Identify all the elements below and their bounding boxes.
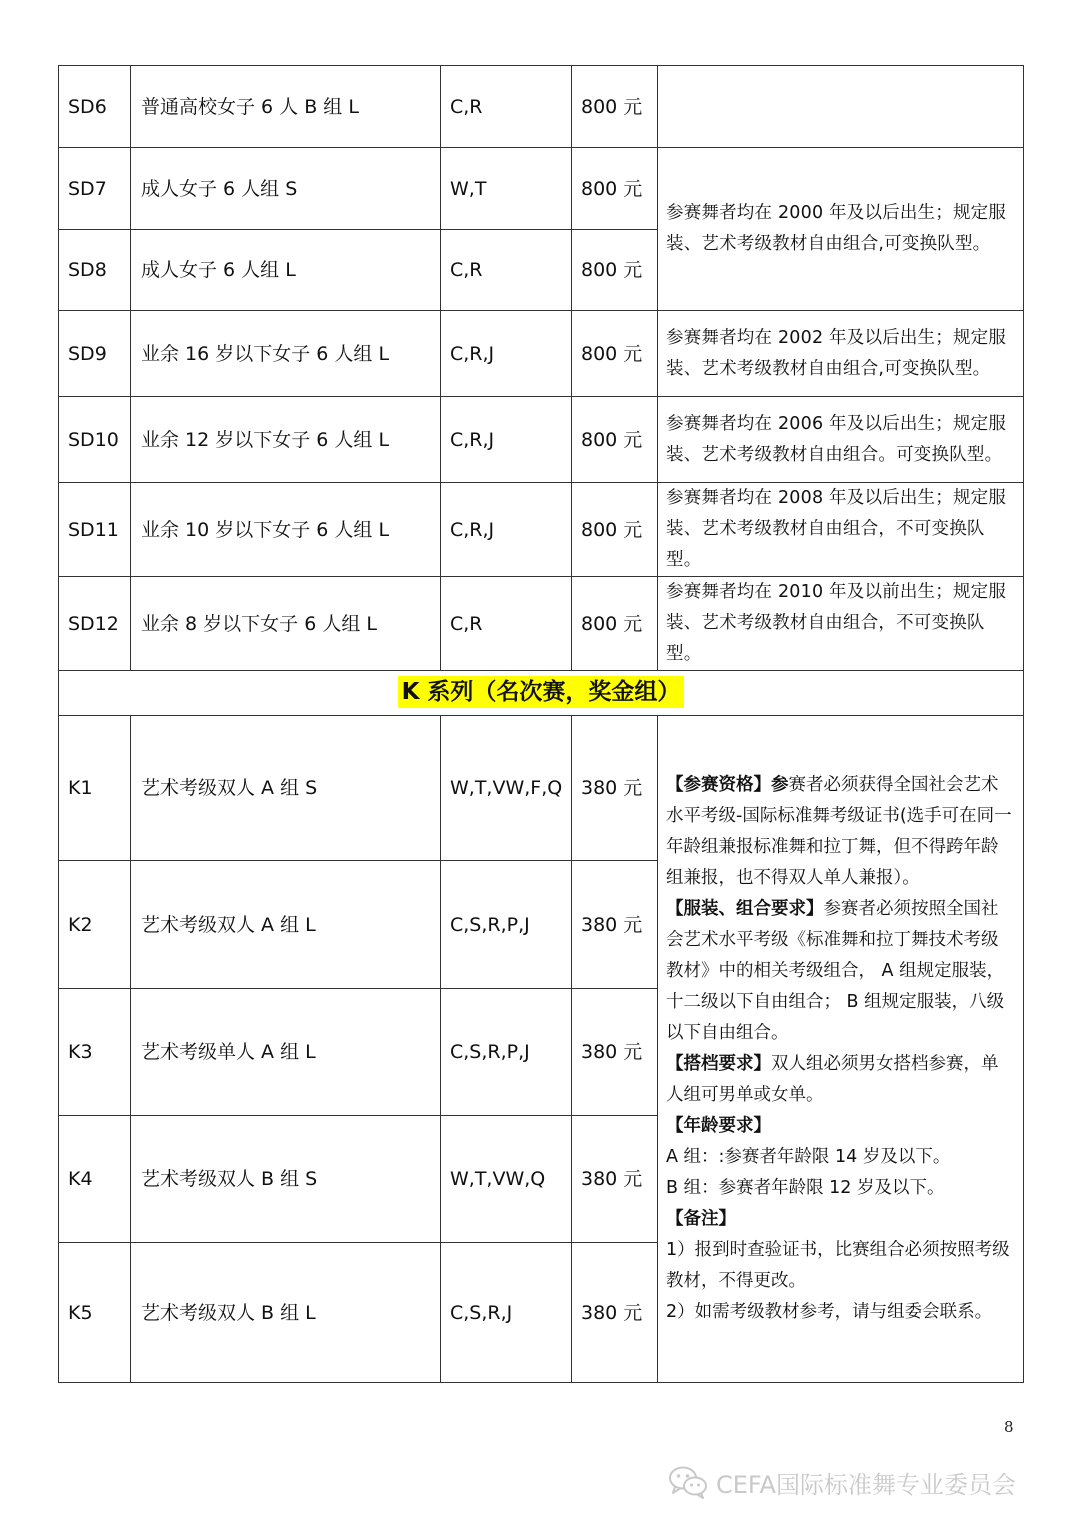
entry-fee: 380 元 xyxy=(572,1243,658,1383)
dance-list: C,S,R,J xyxy=(441,1243,572,1383)
watermark-text: CEFA国际标准舞专业委员会 xyxy=(716,1470,1016,1499)
dance-list: C,S,R,P,J xyxy=(441,989,572,1116)
qualification-label: 【参赛资格】 xyxy=(666,775,771,795)
event-code: SD8 xyxy=(59,230,131,311)
entry-fee: 800 元 xyxy=(572,148,658,230)
dance-list: W,T,VW,F,Q xyxy=(441,716,572,861)
entry-fee: 380 元 xyxy=(572,716,658,861)
entry-fee: 800 元 xyxy=(572,577,658,671)
event-code: SD12 xyxy=(59,577,131,671)
event-name: 业余 16 岁以下女子 6 人组 L xyxy=(131,311,441,397)
event-code: SD10 xyxy=(59,397,131,483)
page-number: 8 xyxy=(1004,1418,1014,1436)
entry-fee: 380 元 xyxy=(572,989,658,1116)
event-note xyxy=(658,66,1024,148)
age-b-text: B 组：参赛者年龄限 12 岁及以下。 xyxy=(666,1178,945,1198)
event-name: 成人女子 6 人组 S xyxy=(131,148,441,230)
event-code: SD7 xyxy=(59,148,131,230)
event-code: SD9 xyxy=(59,311,131,397)
dance-list: C,R xyxy=(441,577,572,671)
section-header-row xyxy=(59,671,1024,716)
dance-list: C,R,J xyxy=(441,397,572,483)
event-name: 艺术考级双人 A 组 L xyxy=(131,861,441,989)
remark-1-text: 1）报到时查验证书，比赛组合必须按照考级教材，不得更改。 xyxy=(666,1240,1010,1291)
watermark xyxy=(668,1462,1016,1502)
k-series-requirements xyxy=(658,716,1024,1383)
event-name: 艺术考级双人 B 组 L xyxy=(131,1243,441,1383)
dance-list: C,R,J xyxy=(441,311,572,397)
table-row xyxy=(59,397,1024,483)
qualification-paragraph xyxy=(666,770,1015,894)
entry-fee: 800 元 xyxy=(572,66,658,148)
event-name: 普通高校女子 6 人 B 组 L xyxy=(131,66,441,148)
entry-fee: 380 元 xyxy=(572,861,658,989)
table-row xyxy=(59,577,1024,671)
entry-fee: 800 元 xyxy=(572,311,658,397)
wechat-icon xyxy=(668,1465,708,1499)
remarks-label: 【备注】 xyxy=(666,1209,736,1229)
table-row xyxy=(59,483,1024,577)
competition-table xyxy=(58,65,1024,1383)
dance-list: W,T,VW,Q xyxy=(441,1116,572,1243)
event-name: 业余 8 岁以下女子 6 人组 L xyxy=(131,577,441,671)
entry-fee: 800 元 xyxy=(572,483,658,577)
dance-list: C,S,R,P,J xyxy=(441,861,572,989)
event-name: 成人女子 6 人组 L xyxy=(131,230,441,311)
event-note: 参赛舞者均在 2010 年及以前出生；规定服装、艺术考级教材自由组合，不可变换队型。 xyxy=(658,577,1024,671)
age-a-text: A 组：:参赛者年龄限 14 岁及以下。 xyxy=(666,1147,951,1167)
event-name: 业余 12 岁以下女子 6 人组 L xyxy=(131,397,441,483)
costume-text: 参赛者必须按照全国社会艺术水平考级《标准舞和拉丁舞技术考级教材》中的相关考级组合， A 组规定服装，十二级以下自由组合； B 组规定服装，八级以下自由组合。 xyxy=(666,899,1005,1043)
qualification-text: 赛者必须获得全国社会艺术水平考级-国际标准舞考级证书(选手可在同一年龄组兼报标准舞和拉丁舞，但不得跨年龄组兼报，也不得双人单人兼报）。 xyxy=(666,775,1012,888)
event-code: K3 xyxy=(59,989,131,1116)
costume-paragraph xyxy=(666,894,1015,1049)
entry-fee: 380 元 xyxy=(572,1116,658,1243)
dance-list: C,R,J xyxy=(441,483,572,577)
age-label: 【年龄要求】 xyxy=(666,1116,771,1136)
entry-fee: 800 元 xyxy=(572,397,658,483)
event-note: 参赛舞者均在 2000 年及以后出生；规定服装、艺术考级教材自由组合,可变换队型。 xyxy=(658,148,1024,311)
event-code: K2 xyxy=(59,861,131,989)
event-name: 艺术考级双人 B 组 S xyxy=(131,1116,441,1243)
section-title: K 系列（名次赛，奖金组） xyxy=(398,676,685,708)
event-code: K5 xyxy=(59,1243,131,1383)
partner-label: 【搭档要求】 xyxy=(666,1054,771,1074)
event-name: 艺术考级双人 A 组 S xyxy=(131,716,441,861)
event-note: 参赛舞者均在 2006 年及以后出生；规定服装、艺术考级教材自由组合。可变换队型。 xyxy=(658,397,1024,483)
qualification-lead: 参 xyxy=(771,775,789,795)
partner-text: 双人组必须男女搭档参赛，单人组可男单或女单。 xyxy=(666,1054,999,1105)
table-row xyxy=(59,148,1024,230)
event-note: 参赛舞者均在 2002 年及以后出生；规定服装、艺术考级教材自由组合,可变换队型。 xyxy=(658,311,1024,397)
dance-list: W,T xyxy=(441,148,572,230)
remark-2-text: 2）如需考级教材参考，请与组委会联系。 xyxy=(666,1302,993,1322)
table-row xyxy=(59,716,1024,861)
event-code: SD6 xyxy=(59,66,131,148)
event-code: K4 xyxy=(59,1116,131,1243)
costume-label: 【服装、组合要求】 xyxy=(666,899,824,919)
event-name: 艺术考级单人 A 组 L xyxy=(131,989,441,1116)
table-row xyxy=(59,66,1024,148)
event-code: K1 xyxy=(59,716,131,861)
entry-fee: 800 元 xyxy=(572,230,658,311)
event-name: 业余 10 岁以下女子 6 人组 L xyxy=(131,483,441,577)
dance-list: C,R xyxy=(441,66,572,148)
event-note: 参赛舞者均在 2008 年及以后出生；规定服装、艺术考级教材自由组合，不可变换队型。 xyxy=(658,483,1024,577)
table-row xyxy=(59,311,1024,397)
event-code: SD11 xyxy=(59,483,131,577)
dance-list: C,R xyxy=(441,230,572,311)
partner-paragraph xyxy=(666,1049,1015,1111)
